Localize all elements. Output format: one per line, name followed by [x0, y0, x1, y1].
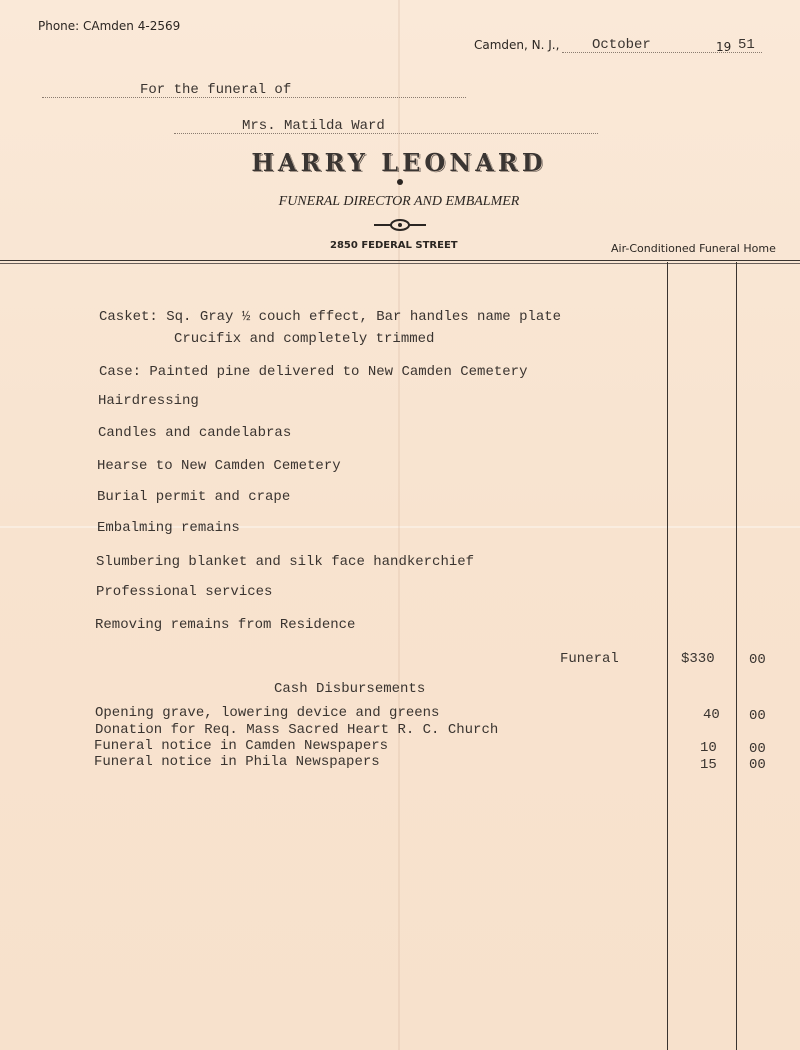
- for-line: [42, 97, 466, 98]
- header-rule: [0, 263, 800, 264]
- for-label: For the funeral of: [140, 82, 292, 98]
- disbursement-cents: 00: [749, 741, 766, 757]
- ornament-icon: [374, 218, 426, 232]
- header-rule: [0, 260, 800, 261]
- line-item: Professional services: [96, 584, 273, 600]
- disbursement-item: Funeral notice in Phila Newspapers: [94, 754, 380, 770]
- disbursement-cents: 00: [749, 757, 766, 773]
- company-name: HARRY LEONARD: [251, 148, 547, 177]
- disbursement-cents: 00: [749, 708, 766, 724]
- date-line: [562, 52, 762, 53]
- year-prefix: 19: [716, 40, 732, 54]
- disbursement-item: Opening grave, lowering device and greens: [95, 705, 440, 721]
- air-conditioned-label: Air-Conditioned Funeral Home: [611, 242, 776, 255]
- deceased-name: Mrs. Matilda Ward: [242, 118, 385, 134]
- funeral-total-dollars: $330: [681, 651, 715, 667]
- line-item: Removing remains from Residence: [95, 617, 356, 633]
- deceased-line: [174, 133, 598, 134]
- disbursement-dollars: 15: [700, 757, 717, 773]
- phone-number: Phone: CAmden 4-2569: [38, 19, 181, 33]
- cents-column-rule: [736, 262, 737, 1050]
- disbursement-dollars: 40: [703, 707, 720, 723]
- line-item: Case: Painted pine delivered to New Camden Cemetery: [99, 364, 528, 380]
- line-item: Crucifix and completely trimmed: [174, 331, 435, 347]
- line-item: Hairdressing: [98, 393, 199, 409]
- funeral-total-cents: 00: [749, 652, 766, 668]
- company-subtitle: FUNERAL DIRECTOR AND EMBALMER: [278, 194, 520, 209]
- line-item: Candles and candelabras: [98, 425, 292, 441]
- disbursement-item: Donation for Req. Mass Sacred Heart R. C. Church: [95, 722, 499, 738]
- line-item: Casket: Sq. Gray ½ couch effect, Bar handles name plate: [99, 309, 562, 325]
- line-item: Hearse to New Camden Cemetery: [97, 458, 341, 474]
- bullet-dot: [397, 179, 403, 185]
- line-item: Slumbering blanket and silk face handkerchief: [96, 554, 475, 570]
- invoice-year: 51: [738, 37, 755, 53]
- line-item: Burial permit and crape: [97, 489, 291, 505]
- line-item: Embalming remains: [97, 520, 240, 536]
- city-label: Camden, N. J.,: [474, 38, 560, 52]
- disbursement-item: Funeral notice in Camden Newspapers: [94, 738, 389, 754]
- disbursement-dollars: 10: [700, 740, 717, 756]
- funeral-total-label: Funeral: [560, 651, 619, 667]
- invoice-month: October: [592, 37, 651, 53]
- street-address: 2850 FEDERAL STREET: [330, 240, 458, 251]
- cash-disbursements-heading: Cash Disbursements: [274, 681, 426, 697]
- dollars-column-rule: [667, 262, 668, 1050]
